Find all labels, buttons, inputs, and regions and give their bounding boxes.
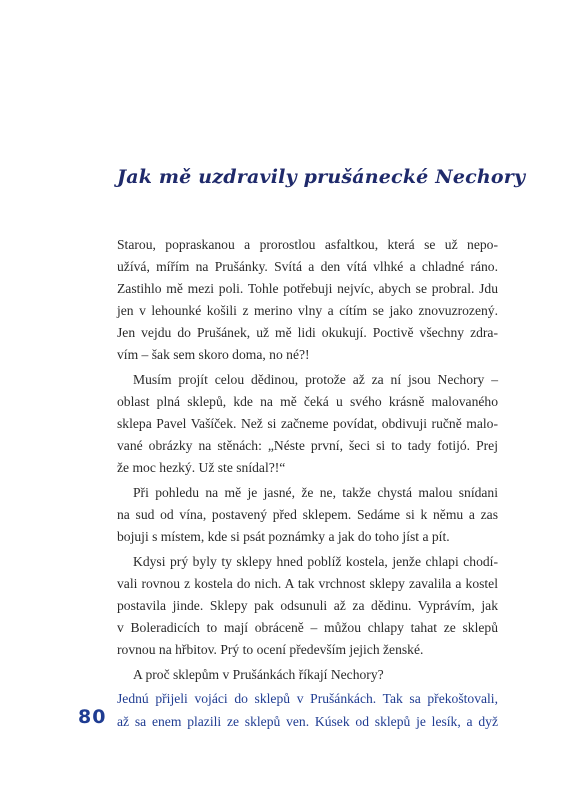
text-line: A proč sklepům v Prušánkách říkají Nechory? bbox=[133, 667, 384, 682]
body-text bbox=[117, 234, 498, 686]
paragraph bbox=[117, 369, 498, 479]
text-line: Při pohledu na mě je jasné, že ne, takže chystá malou snídani bbox=[133, 485, 498, 500]
dialect-quote bbox=[117, 687, 498, 733]
text-line: rovnou na hřbitov. Prý to ocení především jejich ženské. bbox=[117, 642, 424, 657]
text-line: vali rovnou z kostela do nich. A tak vrchnost sklepy zavalila a kostel bbox=[117, 576, 498, 591]
text-line: Zastihlo mě mezi poli. Tohle potřebuji nejvíc, abych se probral. Jdu bbox=[117, 281, 498, 296]
text-line: vané obrázky na stěnách: „Néste první, šeci si to tady fotijó. Prej bbox=[117, 438, 498, 453]
text-line: užívá, mířím na Prušánky. Svítá a den vítá vlhké a chladné ráno. bbox=[117, 259, 498, 274]
text-line: sklepa Pavel Vašíček. Než si začneme povídat, obdivuji ručně malo- bbox=[117, 416, 498, 431]
dialect-line: Jednú přijeli vojáci do sklepů v Prušánkách. Tak sa překoštovali, bbox=[117, 691, 498, 706]
text-line: vím – šak sem skoro doma, no né?! bbox=[117, 347, 310, 362]
text-line: Musím projít celou dědinou, protože až za ní jsou Nechory – bbox=[133, 372, 498, 387]
text-line: postavila jinde. Sklepy pak odsunuli až za dědinu. Vyprávím, jak bbox=[117, 598, 498, 613]
paragraph bbox=[117, 664, 498, 686]
paragraph bbox=[117, 551, 498, 661]
dialect-line: až sa enem plazili ze sklepů ven. Kúsek od sklepů je lesík, a dyž bbox=[117, 714, 498, 729]
text-line: na sud od vína, postavený před sklepem. Sedáme si k němu a zas bbox=[117, 507, 498, 522]
text-line: Kdysi prý byly ty sklepy hned poblíž kostela, jenže chlapi chodí- bbox=[133, 554, 498, 569]
text-line: Starou, popraskanou a prorostlou asfaltkou, která se už nepo- bbox=[117, 237, 498, 252]
paragraph bbox=[117, 482, 498, 548]
paragraph bbox=[117, 234, 498, 366]
chapter-title: Jak mě uzdravily prušánecké Nechory bbox=[117, 166, 526, 188]
page-number: 80 bbox=[78, 706, 107, 728]
text-line: bojuji s místem, kde si psát poznámky a jak do toho jíst a pít. bbox=[117, 529, 450, 544]
text-line: oblast plná sklepů, kde na mě čeká u svého krásně malovaného bbox=[117, 394, 498, 409]
text-line: že moc hezký. Už ste snídal?!“ bbox=[117, 460, 286, 475]
text-line: jen v lehounké košili z merino vlny a cítím se jako znovuzrozený. bbox=[117, 303, 498, 318]
text-line: v Boleradicích to mají obráceně – můžou chlapy tahat ze sklepů bbox=[117, 620, 498, 635]
text-line: Jen vejdu do Prušánek, už mě lidi okukují. Poctivě všechny zdra- bbox=[117, 325, 498, 340]
